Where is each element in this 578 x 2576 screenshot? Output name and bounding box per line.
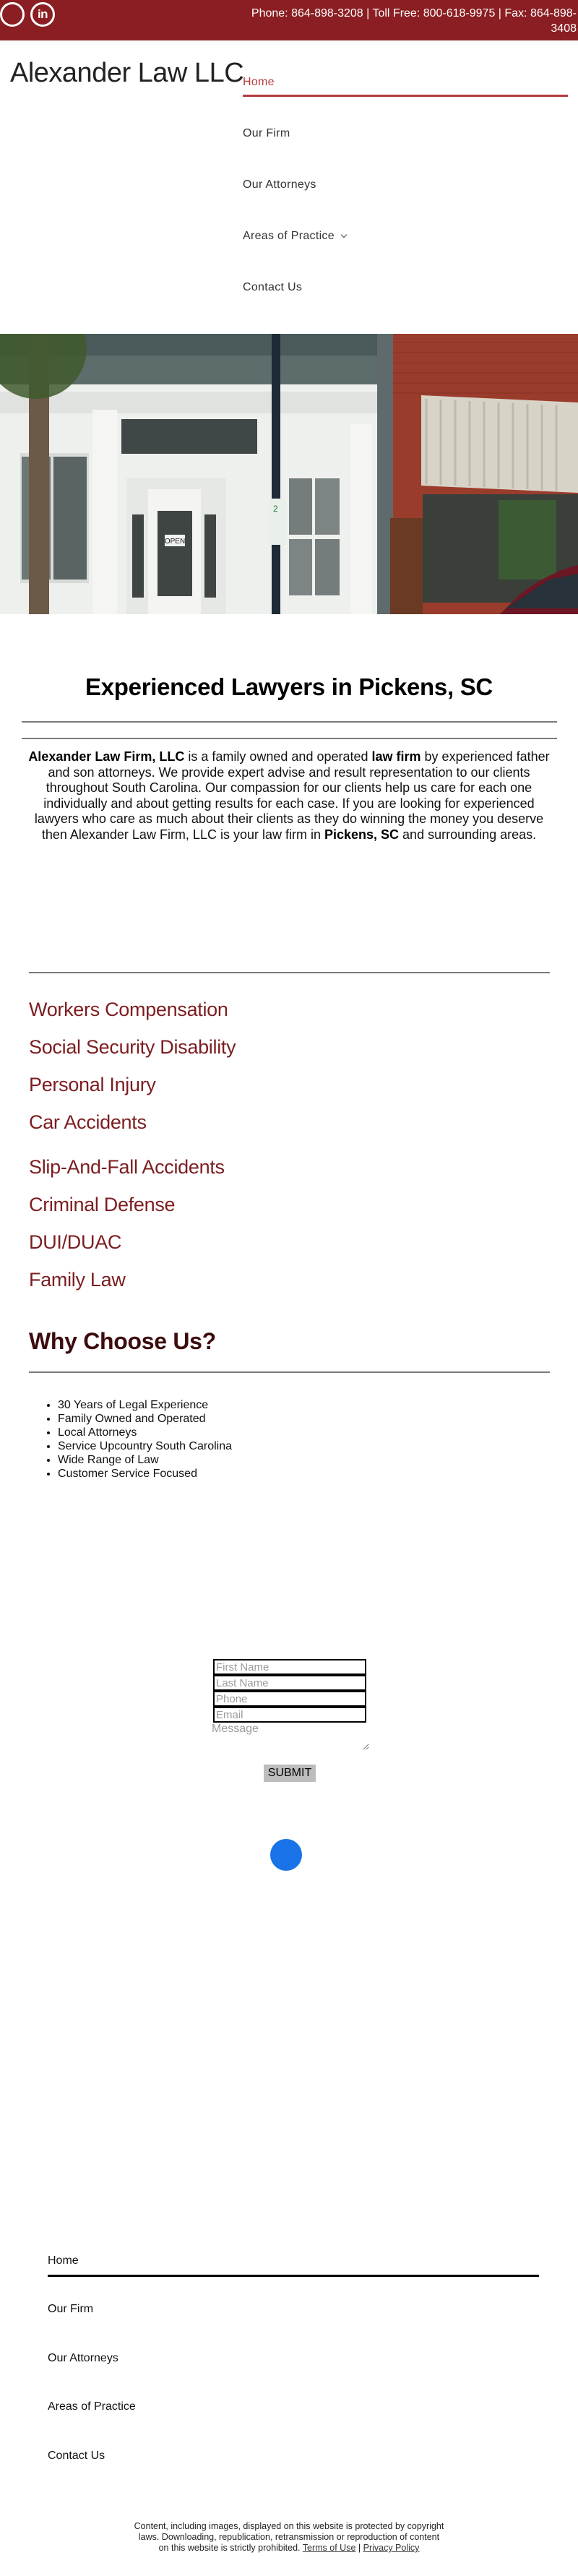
footer-nav-our-firm[interactable]: Our Firm [48,2303,94,2315]
nav-item-label-wrap [243,230,346,243]
privacy-policy-link[interactable]: Privacy Policy [363,2543,420,2553]
practice-link-slip-and-fall[interactable]: Slip-And-Fall Accidents [29,1156,225,1178]
practice-link-personal-injury[interactable]: Personal Injury [29,1074,156,1095]
svg-text:OPEN: OPEN [164,538,186,546]
list-item: • Wide Range of Law [58,1453,232,1467]
site-brand-title[interactable]: Alexander Law LLC [10,58,244,88]
linkedin-link[interactable] [30,2,55,27]
nav-item-label: Contact Us [243,281,303,293]
intro-text-segment: and surrounding areas. [399,827,537,842]
intro-text-segment: by experienced father and son attorneys. We provide expert advise and result representation to our clients throughout South Carolina. Our compassion for our clients help us care for each one individually and about getting results for each case. If you are looking for experienced lawyers who care as much about their clients as they do winning the money you deserve then Alexander Law Firm, LLC is your law firm in [34,749,550,842]
last-name-field[interactable] [213,1675,366,1691]
nav-item-areas-of-practice[interactable] [243,226,568,277]
practice-link-social-security-disability[interactable]: Social Security Disability [29,1036,236,1058]
intro-divider-bottom [22,738,557,739]
footer-active-underline [48,2275,539,2277]
intro-divider-top [22,721,557,723]
chevron-down-icon[interactable] [341,232,347,238]
practice-link-dui-duac[interactable]: DUI/DUAC [29,1231,122,1253]
legal-text: Content, including images, displayed on this website is protected by copyright laws. Downloading, republication, retransmission or reproduction of content on this website is strictly prohibited. [134,2521,444,2553]
facebook-link[interactable] [0,2,25,27]
nav-item-label: Our Attorneys [243,178,316,191]
law-firm-bold: law firm [371,749,421,764]
list-item: • 30 Years of Legal Experience [58,1398,232,1412]
why-choose-heading: Why Choose Us? [29,1328,216,1354]
email-field[interactable] [213,1707,366,1723]
nav-item-label: Our Firm [243,127,290,139]
legal-separator: | [355,2543,363,2553]
nav-item-label: Home [243,76,275,88]
nav-item-label: Areas of Practice [243,230,335,242]
nav-item-home[interactable] [243,72,568,124]
svg-text:2: 2 [273,504,278,514]
contact-form [212,1659,371,1782]
nav-item-our-firm[interactable] [243,124,568,175]
terms-of-use-link[interactable]: Terms of Use [302,2543,356,2553]
first-name-field[interactable] [213,1659,366,1675]
nav-item-our-attorneys[interactable] [243,175,568,226]
main-nav [243,72,568,329]
phone-field[interactable] [213,1691,366,1707]
practice-link-criminal-defense[interactable]: Criminal Defense [29,1194,176,1215]
list-item: • Local Attorneys [58,1426,232,1439]
footer-nav-contact-us[interactable]: Contact Us [48,2450,105,2462]
linkedin-icon: in [37,7,48,21]
list-item: • Customer Service Focused [58,1467,232,1481]
location-bold: Pickens, SC [324,827,400,842]
why-divider [29,1371,550,1373]
nav-item-contact-us[interactable] [243,277,568,329]
intro-text-segment: is a family owned and operated [184,749,372,764]
contact-phone-line: Phone: 864-898-3208 | Toll Free: 800-618-9975 | Fax: 864-898-3408 [251,7,577,35]
footer-nav-our-attorneys[interactable]: Our Attorneys [48,2352,118,2364]
submit-button[interactable]: SUBMIT [264,1765,316,1782]
hero-storefront-image [0,334,578,614]
intro-heading: Experienced Lawyers in Pickens, SC [85,673,493,700]
message-field[interactable] [212,1723,369,1750]
list-item: • Family Owned and Operated [58,1412,232,1426]
footer-nav-areas-of-practice[interactable]: Areas of Practice [48,2400,136,2413]
footer-nav-home[interactable]: Home [48,2254,79,2267]
copyright-notice [134,2521,444,2554]
practice-divider [29,972,550,973]
practice-link-family-law[interactable]: Family Law [29,1269,126,1291]
chat-widget-button[interactable] [270,1839,302,1871]
firm-name-bold: Alexander Law Firm, LLC [28,749,185,764]
top-contact-bar [0,0,578,40]
list-item: • Service Upcountry South Carolina [58,1439,232,1453]
practice-link-car-accidents[interactable]: Car Accidents [29,1111,147,1133]
practice-link-workers-compensation[interactable]: Workers Compensation [29,999,228,1020]
intro-paragraph [22,749,556,843]
why-choose-list [58,1398,232,1481]
